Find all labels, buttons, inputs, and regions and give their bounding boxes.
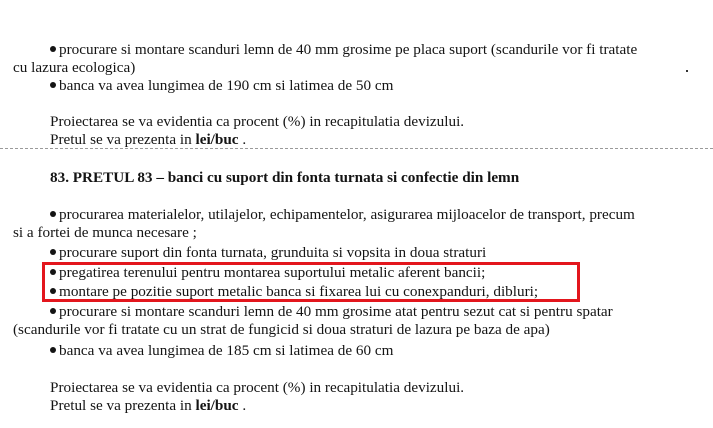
s2-note-pret-unit: lei/buc [195, 397, 239, 414]
red-highlight-box [42, 262, 580, 302]
s2-heading: 83. PRETUL 83 – banci cu suport din fonta turnata si confectie din lemn [50, 169, 520, 186]
bullet-icon [50, 82, 56, 88]
s2-note-pret-prefix: Pretul se va prezenta in [50, 397, 196, 414]
stray-dot [686, 70, 688, 72]
s1-bullet-banca [50, 77, 393, 95]
s1-note-pret-unit: lei/buc [195, 131, 239, 148]
s1-note-proiectare: Proiectarea se va evidentia ca procent (%) in recapitulatia devizului. [50, 113, 465, 130]
s1-item1-line2: cu lazura ecologica) [13, 59, 136, 76]
bullet-icon [50, 347, 56, 353]
page-break-divider [0, 148, 713, 149]
s1-note-pret-prefix: Pretul se va prezenta in [50, 131, 196, 148]
s2-note-proiectare: Proiectarea se va evidentia ca procent (%) in recapitulatia devizului. [50, 379, 465, 396]
s2-item5-line2: (scandurile vor fi tratate cu un strat de fungicid si doua straturi de lazura pe baza de apa) [13, 321, 550, 338]
s2-bullet-suport [50, 244, 486, 262]
s2-item4: montare pe pozitie suport metalic banca si fixarea lui cu conexpanduri, dibluri; [59, 283, 539, 300]
bullet-icon [50, 211, 56, 217]
s2-item5-line1: procurare si montare scanduri lemn de 40 mm grosime atat pentru sezut cat si pentru spatar [59, 303, 613, 320]
s1-note-pret-suffix: . [238, 131, 247, 148]
bullet-icon [50, 249, 56, 255]
s1-item2: banca va avea lungimea de 190 cm si latimea de 50 cm [59, 77, 394, 94]
s2-item1-line2: si a fortei de munca necesare ; [13, 224, 197, 241]
s1-item1-line1: procurare si montare scanduri lemn de 40 mm grosime pe placa suport (scandurile vor fi tratate [59, 41, 638, 58]
s2-bullet-materiale [50, 206, 635, 224]
s2-bullet-banca [50, 342, 393, 360]
s2-note-pret [50, 397, 246, 415]
s1-bullet-scanduri [50, 41, 637, 59]
s2-item3: pregatirea terenului pentru montarea suportului metalic aferent bancii; [59, 264, 486, 281]
s2-item2: procurare suport din fonta turnata, grunduita si vopsita in doua straturi [59, 244, 487, 261]
s2-item1-line1: procurarea materialelor, utilajelor, echipamentelor, asigurarea mijloacelor de transport, precum [59, 206, 635, 223]
bullet-icon [50, 46, 56, 52]
s1-note-pret [50, 131, 246, 149]
s2-note-pret-suffix: . [238, 397, 247, 414]
bullet-icon [50, 308, 56, 314]
s2-item6: banca va avea lungimea de 185 cm si latimea de 60 cm [59, 342, 394, 359]
s2-bullet-scanduri [50, 303, 613, 321]
